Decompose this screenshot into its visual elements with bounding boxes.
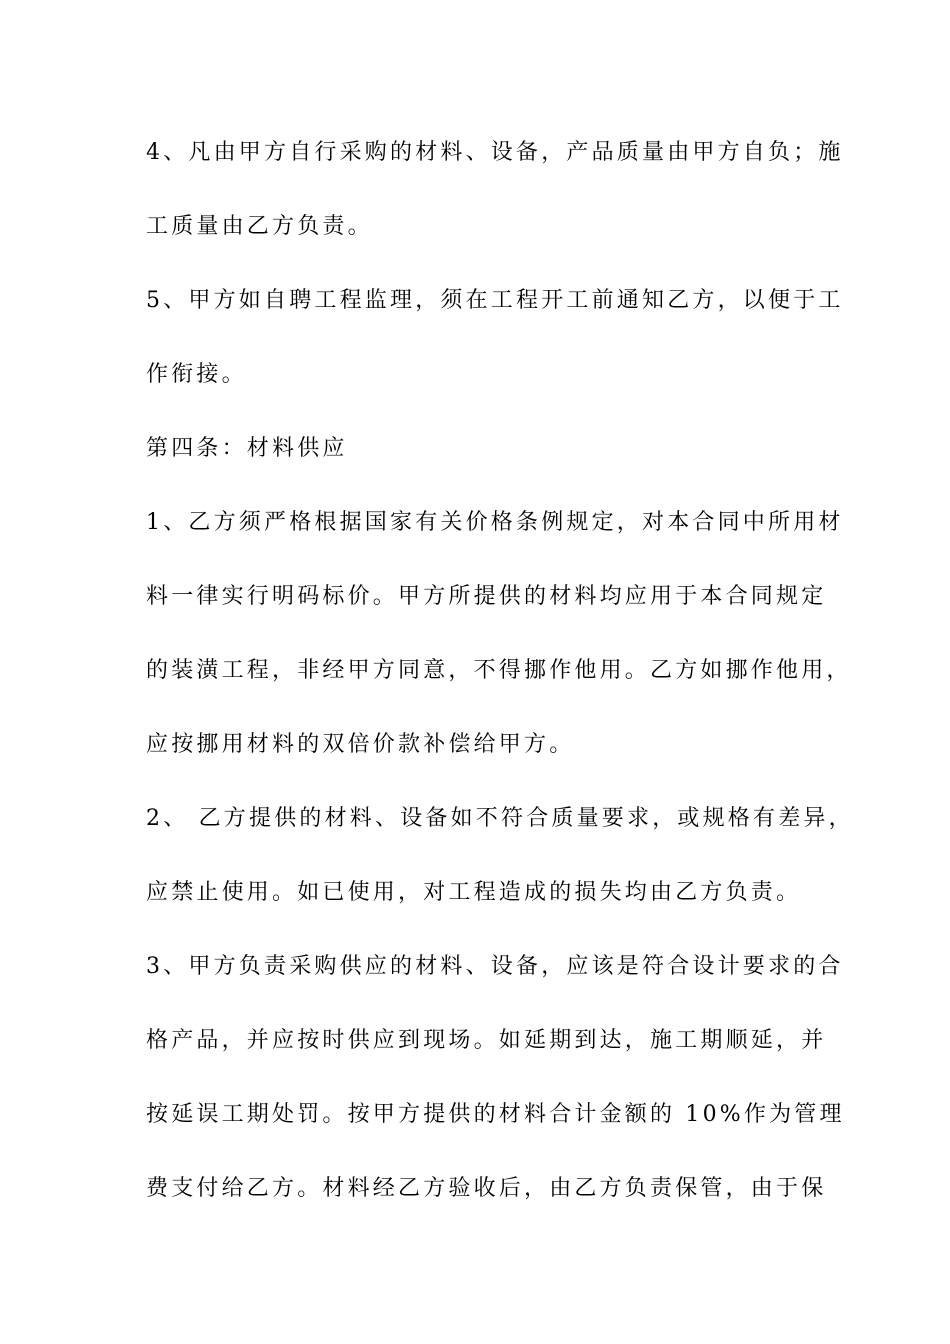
clause-1-line-4: 应按挪用材料的双倍价款补偿给甲方。 bbox=[146, 732, 575, 757]
paragraph-4-line-1: 4、凡由甲方自行采购的材料、设备，产品质量由甲方自负；施 bbox=[146, 140, 844, 165]
paragraph-5-line-2: 作衔接。 bbox=[146, 362, 247, 387]
clause-2-line-2: 应禁止使用。如已使用，对工程造成的损失均由乙方负责。 bbox=[146, 880, 802, 905]
clause-1-line-3: 的装潢工程，非经甲方同意，不得挪作他用。乙方如挪作他用， bbox=[146, 658, 852, 683]
clause-3-line-3: 按延误工期处罚。按甲方提供的材料合计金额的 10%作为管理 bbox=[146, 1102, 845, 1127]
paragraph-5-line-1: 5、甲方如自聘工程监理，须在工程开工前通知乙方，以便于工 bbox=[146, 288, 844, 313]
clause-3-line-4: 费支付给乙方。材料经乙方验收后，由乙方负责保管，由于保 bbox=[146, 1176, 827, 1201]
clause-1-line-1: 1、乙方须严格根据国家有关价格条例规定，对本合同中所用材 bbox=[146, 510, 844, 535]
clause-1-line-2: 料一律实行明码标价。甲方所提供的材料均应用于本合同规定 bbox=[146, 584, 827, 609]
clause-2-line-1: 2、 乙方提供的材料、设备如不符合质量要求，或规格有差异， bbox=[146, 806, 854, 831]
clause-3-line-2: 格产品，并应按时供应到现场。如延期到达，施工期顺延，并 bbox=[146, 1028, 827, 1053]
paragraph-4-line-2: 工质量由乙方负责。 bbox=[146, 214, 373, 239]
clause-3-line-1: 3、甲方负责采购供应的材料、设备，应该是符合设计要求的合 bbox=[146, 954, 844, 979]
section-heading-article-4: 第四条：材料供应 bbox=[146, 436, 348, 461]
